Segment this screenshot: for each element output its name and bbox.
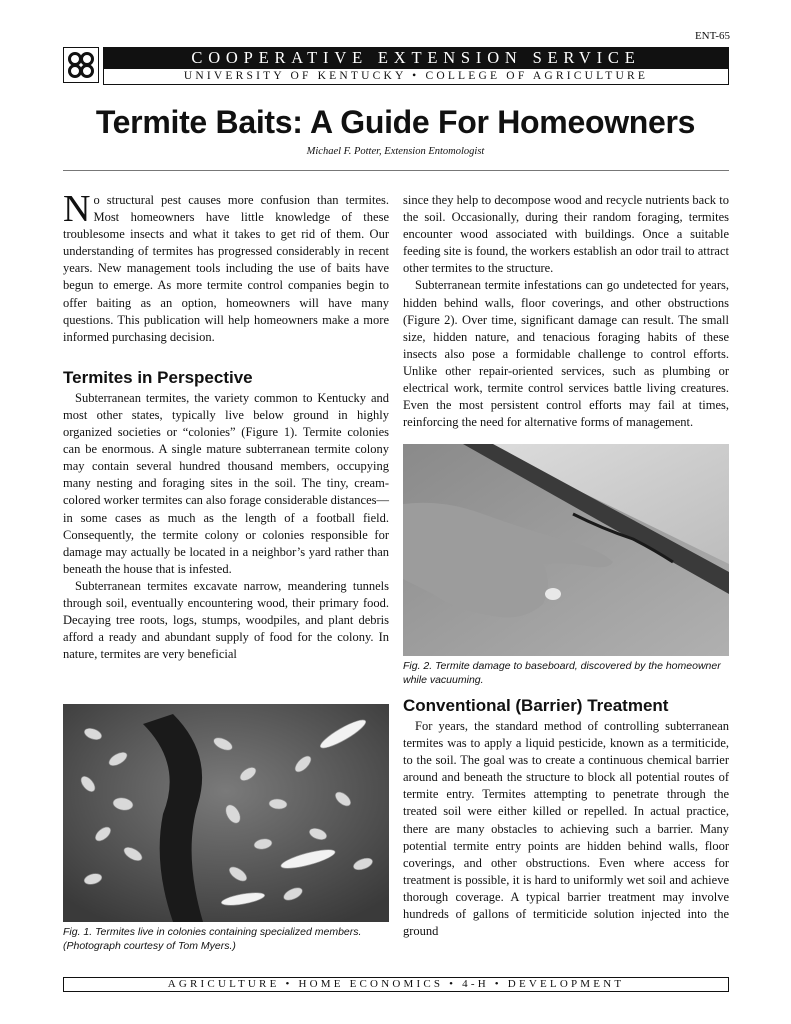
extension-logo <box>63 47 99 83</box>
extension-logo-icon <box>64 48 98 82</box>
right-paragraph-1: since they help to decompose wood and recycle nutrients back to the soil. Occasionally, during their random foraging, termites encounter wood associated with buildings. Once a suitable feeding site is found, the workers establish an odor trail to attract other termites to the structure. <box>403 193 729 276</box>
section2-paragraph-1: For years, the standard method of controlling subterranean termites was to apply a liquid pesticide, known as a termiticide, to the soil. The goal was to create a continuous chemical barrier around and beneath the structure to block all potential routes of termite entry. Termites attempting to penetrate through the treated soil were either killed or repelled. In actual practice, there are many obstacles to achieving such a barrier. Many potential termite entry points are hidden behind walls, floor coverings, and other obstructions. Even where access for treatment is possible, it is hard to uniformly wet soil and achieve thorough coverage. A typical barrier treatment may involve hundreds of gallons of termiticide solution injected into the ground <box>403 719 729 939</box>
figure-1-caption-text: Fig. 1. Termites live in colonies containing specialized members. (Photograph courtesy of Tom Myers.) <box>63 926 362 952</box>
intro-text: o structural pest causes more confusion than termites. Most homeowners have little knowledge of these troublesome insects and what it takes to get rid of them. Our understanding of termites has progressed considerably in recent years. New management tools including the use of baits have begun to emerge. As more termite control companies begin to offer baiting as an option, homeowners will have many questions. This publication will help homeowners make a more informed purchasing decision. <box>63 193 389 344</box>
title-divider <box>63 170 729 171</box>
page-title: Termite Baits: A Guide For Homeowners <box>95 104 696 140</box>
figure-1-caption <box>63 926 389 953</box>
extension-service-banner: COOPERATIVE EXTENSION SERVICE <box>103 47 729 69</box>
section-heading-termites-in-perspective: Termites in Perspective <box>63 367 253 387</box>
drop-cap: N <box>63 188 91 230</box>
figure-2-caption <box>403 660 729 687</box>
intro-paragraph <box>63 188 389 346</box>
figure-1-termite-colony-photo <box>63 704 389 922</box>
figure-2-caption-text: Fig. 2. Termite damage to baseboard, discovered by the homeowner while vacuuming. <box>403 660 721 686</box>
termite-colony-image <box>63 704 389 922</box>
author-line: Michael F. Potter, Extension Entomologist <box>306 146 485 157</box>
section-heading-conventional-treatment: Conventional (Barrier) Treatment <box>403 696 669 715</box>
figure-2-baseboard-damage-photo <box>403 444 729 656</box>
left-column <box>63 188 389 663</box>
publication-code: ENT-65 <box>694 30 730 42</box>
right-column-top <box>403 192 729 431</box>
section1-paragraph-2: Subterranean termites excavate narrow, meandering tunnels through soil, eventually encountering wood, their primary food. Decaying tree roots, logs, stumps, woodpiles, and plant debris afford a ready and abundant supply of food for the colony. In nature, termites are very beneficial <box>63 578 389 662</box>
baseboard-damage-image <box>403 444 729 656</box>
right-column-bottom <box>403 696 729 940</box>
section1-paragraph-1: Subterranean termites, the variety common to Kentucky and most other states, typically live below ground in highly organized societies or “colonies” (Figure 1). Termite colonies can be enormous. A single mature subterranean termite colony may contain several hundred thousand members, occupying many nesting and foraging sites in the soil. The tiny, cream-colored worker termites can also forage considerable distances—in some cases as much as the length of a football field. Consequently, the termite colony or colonies responsible for damage may actually be located in a neighbor’s yard rather than beneath the house that is infested. <box>63 390 389 576</box>
right-paragraph-2: Subterranean termite infestations can go undetected for years, hidden behind walls, floor coverings, and other obstructions (Figure 2). Over time, significant damage can result. The small size, hidden nature, and tenacious foraging habits of these insects also pose a formidable challenge to control efforts. Unlike other repair-oriented services, such as plumbing or electrical work, termite control services battle living creatures. Even the most persistent control efforts may fail at times, reinforcing the need for alternative forms of management. <box>403 278 729 430</box>
footer-banner: AGRICULTURE • HOME ECONOMICS • 4-H • DEVELOPMENT <box>63 977 729 992</box>
university-subheader: UNIVERSITY OF KENTUCKY • COLLEGE OF AGRICULTURE <box>103 69 729 85</box>
